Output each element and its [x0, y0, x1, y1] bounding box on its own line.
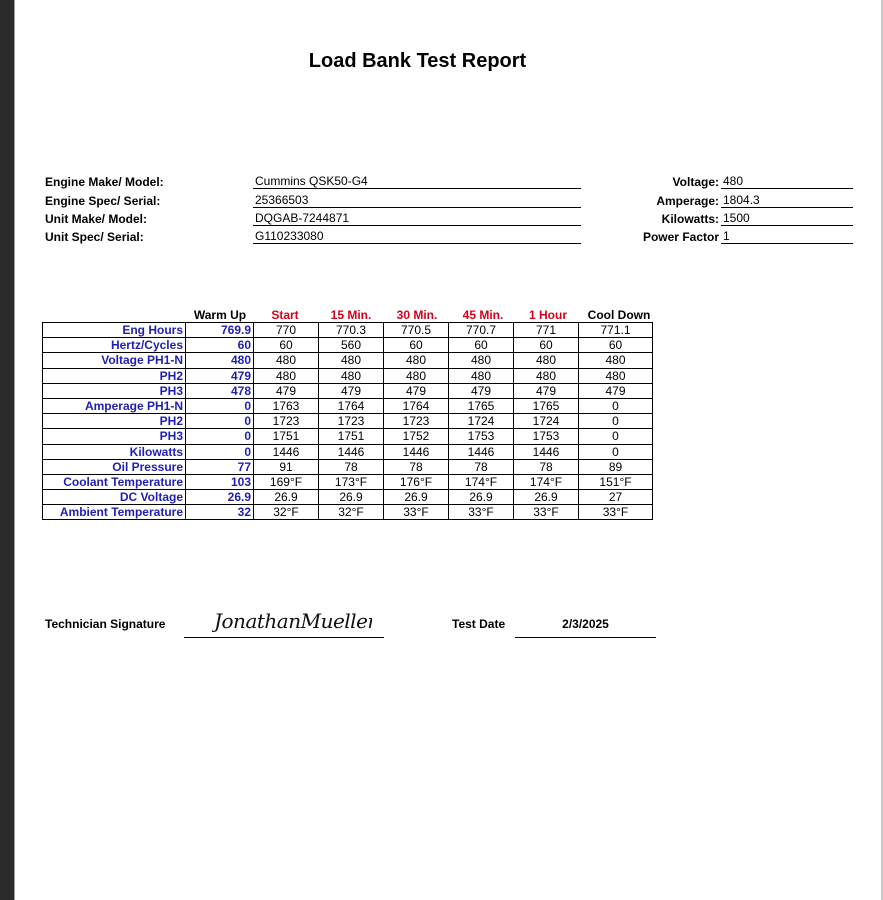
table-cell: 60 [514, 338, 579, 353]
table-cell: 1765 [449, 398, 514, 413]
table-cell: 770 [254, 323, 319, 338]
test-date-value: 2/3/2025 [562, 617, 609, 631]
test-date-line [515, 637, 656, 638]
table-cell: 480 [514, 353, 579, 368]
table-cell: 176°F [384, 474, 449, 489]
row-label: PH2 [43, 414, 186, 429]
table-cell: 60 [449, 338, 514, 353]
table-cell: 770.5 [384, 323, 449, 338]
column-header-4: 45 Min. [462, 308, 504, 322]
table-cell: 770.7 [449, 323, 514, 338]
table-cell: 1764 [319, 398, 384, 413]
table-row [43, 490, 653, 505]
table-cell: 32°F [319, 505, 384, 520]
table-cell: 0 [579, 414, 653, 429]
column-header-0: Warm Up [193, 308, 247, 322]
table-cell: 89 [579, 459, 653, 474]
row-label: PH3 [43, 429, 186, 444]
table-cell: 33°F [384, 505, 449, 520]
table-cell: 26.9 [514, 490, 579, 505]
table-cell: 26.9 [319, 490, 384, 505]
kilowatts-value: 1500 [721, 210, 853, 226]
table-cell: 771 [514, 323, 579, 338]
table-cell: 479 [384, 383, 449, 398]
table-cell: 771.1 [579, 323, 653, 338]
table-row [43, 368, 653, 383]
amperage-value: 1804.3 [721, 192, 853, 208]
column-header-3: 30 Min. [396, 308, 438, 322]
kilowatts-label: Kilowatts: [661, 212, 719, 226]
table-cell: 1446 [254, 444, 319, 459]
table-row [43, 444, 653, 459]
table-cell: 1752 [384, 429, 449, 444]
engine-spec-serial-label: Engine Spec/ Serial: [45, 194, 161, 208]
table-cell: 60 [384, 338, 449, 353]
table-cell: 0 [579, 429, 653, 444]
table-cell: 1723 [319, 414, 384, 429]
voltage-label: Voltage: [672, 175, 719, 189]
table-cell: 1751 [254, 429, 319, 444]
voltage-value: 480 [721, 173, 853, 189]
table-cell: 26.9 [449, 490, 514, 505]
table-row [43, 414, 653, 429]
table-cell: 480 [384, 353, 449, 368]
table-cell: 60 [579, 338, 653, 353]
table-cell: 479 [254, 383, 319, 398]
table-cell: 1724 [449, 414, 514, 429]
row-label: Eng Hours [43, 323, 186, 338]
column-header-1: Start [271, 308, 299, 322]
table-cell: 33°F [514, 505, 579, 520]
table-cell: 479 [319, 383, 384, 398]
row-label: Hertz/Cycles [43, 338, 186, 353]
table-cell: 1723 [384, 414, 449, 429]
table-cell: 479 [514, 383, 579, 398]
power-factor-value: 1 [721, 228, 853, 244]
table-cell: 0 [186, 444, 254, 459]
table-cell: 60 [186, 338, 254, 353]
table-cell: 769.9 [186, 323, 254, 338]
table-cell: 0 [186, 429, 254, 444]
unit-make-model-label: Unit Make/ Model: [45, 212, 148, 226]
table-cell: 26.9 [384, 490, 449, 505]
table-cell: 78 [514, 459, 579, 474]
table-cell: 1764 [384, 398, 449, 413]
table-cell: 480 [514, 368, 579, 383]
table-cell: 480 [449, 353, 514, 368]
row-label: Voltage PH1-N [43, 353, 186, 368]
table-cell: 78 [449, 459, 514, 474]
engine-spec-serial-value: 25366503 [253, 192, 581, 208]
test-date-label: Test Date [452, 617, 506, 631]
table-row [43, 505, 653, 520]
table-cell: 480 [384, 368, 449, 383]
table-cell: 480 [449, 368, 514, 383]
table-cell: 1724 [514, 414, 579, 429]
table-cell: 0 [186, 414, 254, 429]
table-cell: 78 [384, 459, 449, 474]
table-cell: 33°F [449, 505, 514, 520]
table-cell: 770.3 [319, 323, 384, 338]
table-cell: 32 [186, 505, 254, 520]
table-row [43, 383, 653, 398]
table-cell: 33°F [579, 505, 653, 520]
table-cell: 27 [579, 490, 653, 505]
table-cell: 60 [254, 338, 319, 353]
table-cell: 480 [186, 353, 254, 368]
engine-make-model-label: Engine Make/ Model: [45, 175, 164, 189]
table-cell: 32°F [254, 505, 319, 520]
table-cell: 103 [186, 474, 254, 489]
signature-text: JonathanMueller [214, 609, 372, 633]
viewer-left-edge [14, 0, 15, 900]
row-label: Oil Pressure [43, 459, 186, 474]
report-title: Load Bank Test Report [308, 50, 527, 72]
column-header-5: 1 Hour [528, 308, 567, 322]
viewer-left-frame [0, 0, 14, 900]
table-cell: 479 [449, 383, 514, 398]
table-cell: 560 [319, 338, 384, 353]
column-header-6: Cool Down [587, 308, 651, 322]
table-row [43, 398, 653, 413]
table-cell: 1446 [384, 444, 449, 459]
amperage-label: Amperage: [656, 194, 719, 208]
table-cell: 26.9 [186, 490, 254, 505]
row-label: Kilowatts [43, 444, 186, 459]
table-cell: 1765 [514, 398, 579, 413]
table-cell: 479 [186, 368, 254, 383]
table-cell: 480 [254, 368, 319, 383]
table-cell: 480 [254, 353, 319, 368]
table-cell: 480 [319, 353, 384, 368]
table-cell: 1446 [514, 444, 579, 459]
table-cell: 169°F [254, 474, 319, 489]
table-row [43, 338, 653, 353]
table-cell: 174°F [449, 474, 514, 489]
table-cell: 478 [186, 383, 254, 398]
table-cell: 0 [186, 398, 254, 413]
row-label: Ambient Temperature [43, 505, 186, 520]
table-cell: 1763 [254, 398, 319, 413]
table-cell: 91 [254, 459, 319, 474]
table-cell: 1753 [514, 429, 579, 444]
table-cell: 1723 [254, 414, 319, 429]
table-row [43, 429, 653, 444]
table-cell: 1751 [319, 429, 384, 444]
power-factor-label: Power Factor [642, 230, 719, 244]
signature-line [184, 637, 384, 638]
table-cell: 26.9 [254, 490, 319, 505]
load-bank-data-table [42, 322, 653, 520]
table-cell: 1446 [319, 444, 384, 459]
unit-spec-serial-value: G110233080 [253, 228, 581, 244]
row-label: DC Voltage [43, 490, 186, 505]
table-cell: 77 [186, 459, 254, 474]
unit-spec-serial-label: Unit Spec/ Serial: [45, 230, 144, 244]
table-cell: 479 [579, 383, 653, 398]
column-header-2: 15 Min. [330, 308, 372, 322]
table-row [43, 353, 653, 368]
row-label: Coolant Temperature [43, 474, 186, 489]
table-cell: 480 [579, 353, 653, 368]
table-cell: 1753 [449, 429, 514, 444]
row-label: PH3 [43, 383, 186, 398]
row-label: PH2 [43, 368, 186, 383]
table-cell: 78 [319, 459, 384, 474]
table-cell: 151°F [579, 474, 653, 489]
table-row [43, 459, 653, 474]
table-cell: 173°F [319, 474, 384, 489]
row-label: Amperage PH1-N [43, 398, 186, 413]
table-row [43, 474, 653, 489]
technician-signature-label: Technician Signature [45, 617, 166, 631]
table-row [43, 323, 653, 338]
engine-make-model-value: Cummins QSK50-G4 [253, 173, 581, 189]
table-cell: 174°F [514, 474, 579, 489]
table-cell: 480 [319, 368, 384, 383]
table-cell: 480 [579, 368, 653, 383]
table-cell: 1446 [449, 444, 514, 459]
table-cell: 0 [579, 398, 653, 413]
unit-make-model-value: DQGAB-7244871 [253, 210, 581, 226]
table-cell: 0 [579, 444, 653, 459]
